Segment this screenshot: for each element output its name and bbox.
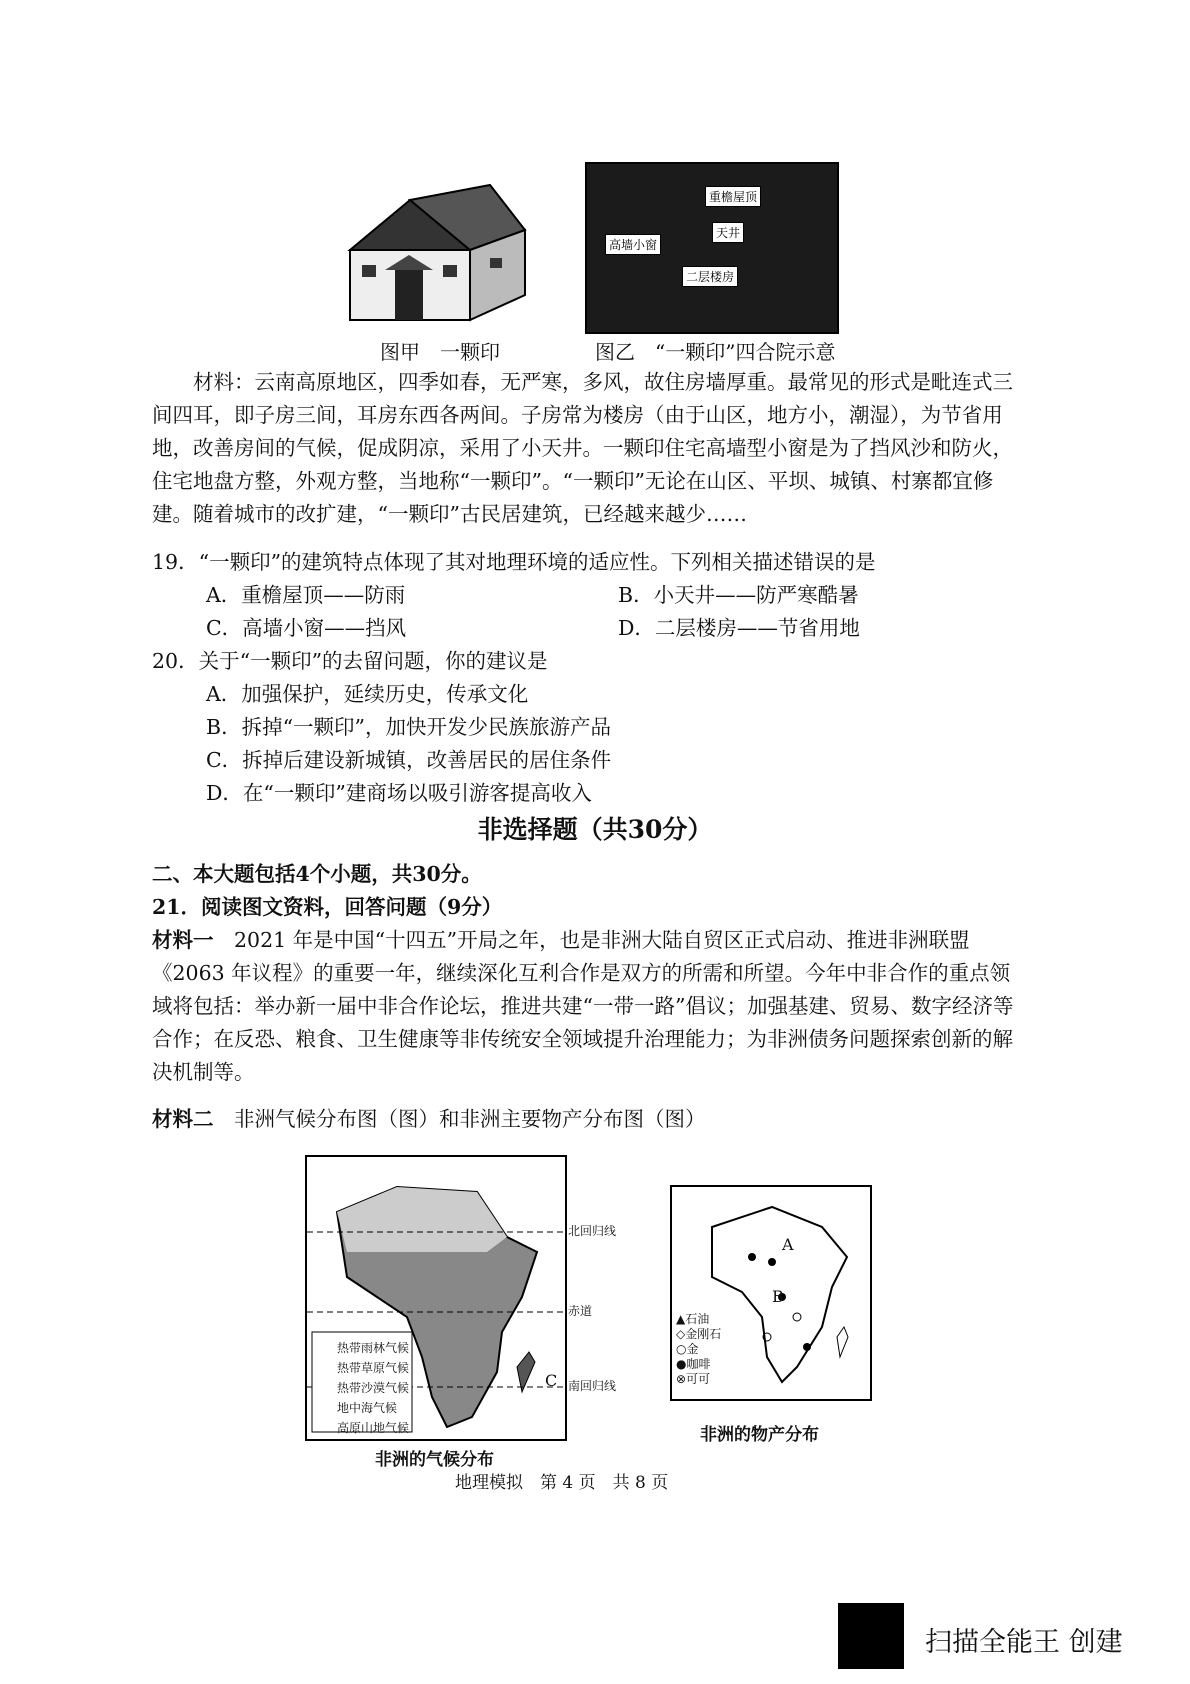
legend-savanna: 热带草原气候	[337, 1361, 410, 1375]
legend-diamond: ◇金刚石	[676, 1327, 722, 1341]
africa-climate-map	[305, 1155, 567, 1441]
material-two	[152, 1103, 1022, 1136]
legend-cocoa: ⊗可可	[676, 1372, 711, 1386]
climate-legend	[337, 1338, 409, 1438]
legend-gold: ○金	[676, 1342, 699, 1356]
figure-b-caption: 图乙 “一颗印”四合院示意	[595, 340, 836, 364]
legend-coffee: ●咖啡	[676, 1357, 711, 1371]
product-legend	[676, 1312, 721, 1387]
question-19-stem: 19．“一颗印”的建筑特点体现了其对地理环境的适应性。下列相关描述错误的是	[152, 550, 876, 574]
material-paragraph: 材料：云南高原地区，四季如春，无严寒，多风，故住房墙厚重。最常见的形式是毗连式三间四耳，即子房三间，耳房东西各两间。子房常为楼房（由于山区，地方小，潮湿），为节省用地，改善房间的气候，促成阴凉，采用了小天井。一颗印住宅高墙型小窗是为了挡风沙和防火，住宅地盘方整，外观方整，当地称“一颗印”。“一颗印”无论在山区、平坝、城镇、村寨都宜修建。随着城市的改扩建，“一颗印”古民居建筑，已经越来越少……	[152, 370, 1013, 526]
q20-option-b: B．拆掉“一颗印”，加快开发少民族旅游产品	[206, 715, 612, 739]
climate-map-caption: 非洲的气候分布	[375, 1450, 494, 1470]
legend-mediterranean: 地中海气候	[337, 1401, 398, 1415]
legend-rainforest: 热带雨林气候	[337, 1341, 410, 1355]
figure-house-drawing	[340, 170, 530, 330]
label-courtyard: 天井	[712, 222, 744, 243]
label-tropic-cancer: 北回归线	[568, 1224, 617, 1238]
page-footer: 地理模拟 第 4 页 共 8 页	[455, 1473, 669, 1493]
q19-option-b: B．小天井——防严寒酷暑	[618, 583, 859, 607]
label-c: C	[545, 1371, 558, 1390]
material-two-label: 材料二	[152, 1107, 214, 1131]
product-map-caption: 非洲的物产分布	[700, 1425, 819, 1445]
qr-code-icon	[838, 1603, 904, 1669]
question-21-stem: 21．阅读图文资料，回答问题（9分）	[152, 895, 503, 919]
figure-a-caption: 图甲 一颗印	[380, 340, 500, 364]
legend-highland: 高原山地气候	[337, 1421, 410, 1435]
q19-option-a: A．重檐屋顶——防雨	[206, 583, 406, 607]
question-20-stem: 20．关于“一颗印”的去留问题，你的建议是	[152, 649, 548, 673]
label-b: B	[772, 1287, 784, 1306]
q20-option-c: C．拆掉后建设新城镇，改善居民的居住条件	[206, 748, 612, 772]
material-one-label: 材料一	[152, 928, 214, 952]
legend-desert: 热带沙漠气候	[337, 1381, 410, 1395]
material-two-text: 非洲气候分布图（图）和非洲主要物产分布图（图）	[234, 1107, 706, 1131]
legend-oil: ▲石油	[676, 1312, 710, 1326]
africa-product-map	[670, 1185, 872, 1401]
q19-option-d: D．二层楼房——节省用地	[618, 616, 860, 640]
scanner-watermark: 扫描全能王 创建	[925, 1627, 1123, 1658]
label-equator: 赤道	[568, 1304, 593, 1318]
q19-option-c: C．高墙小窗——挡风	[206, 616, 407, 640]
label-two-storey: 二层楼房	[682, 266, 738, 287]
q20-option-d: D．在“一颗印”建商场以吸引游客提高收入	[206, 781, 592, 805]
label-a: A	[782, 1235, 794, 1254]
section-intro: 二、本大题包括4个小题，共30分。	[152, 862, 482, 886]
q20-option-a: A．加强保护，延续历史，传承文化	[206, 682, 529, 706]
label-high-wall-window: 高墙小窗	[605, 234, 661, 255]
label-tropic-capricorn: 南回归线	[568, 1379, 617, 1393]
section-title: 非选择题（共30分）	[477, 815, 713, 844]
material-one-text: 2021 年是中国“十四五”开局之年，也是非洲大陆自贸区正式启动、推进非洲联盟《2063 年议程》的重要一年，继续深化互利合作是双方的所需和所望。今年中非合作的重点领域将包括：举办新一届中非合作论坛，推进共建“一带一路”倡议；加强基建、贸易、数字经济等合作；在反恐、粮食、卫生健康等非传统安全领域提升治理能力；为非洲债务问题探索创新的解决机制等。	[152, 928, 1014, 1084]
label-double-eave-roof: 重檐屋顶	[705, 186, 761, 207]
figure-courtyard-aerial	[585, 162, 839, 334]
material-one	[152, 924, 1022, 1089]
